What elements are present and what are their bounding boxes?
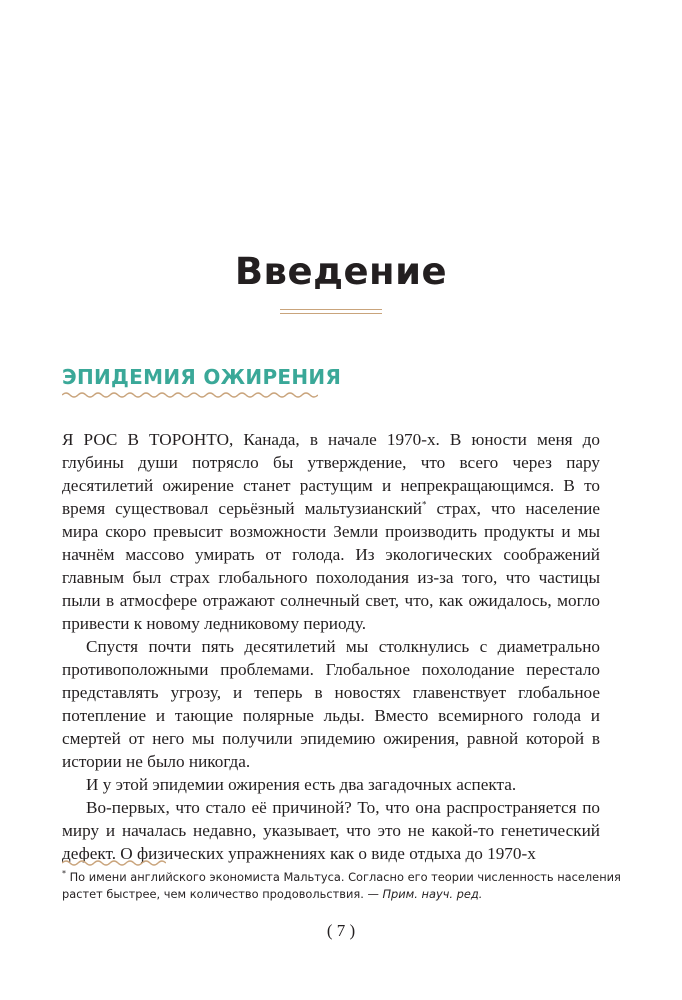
footnote-wave-divider	[62, 859, 166, 867]
paragraph-3: И у этой эпидемии ожирения есть два загадочных аспекта.	[86, 775, 517, 794]
paragraph-1	[62, 428, 600, 635]
paragraph-1-part-b: страх, что население мира скоро превысит возможности Земли производить продукты и мы начнём массово умирать от голода. Из экологических соображений главным был страх глобального похолодания из-за того, что частицы пыли в атмосфере отражают солнечный свет, что, как ожидалось, могло привести к новому ледниковому периоду.	[62, 499, 600, 633]
footnote-mark: *	[62, 869, 66, 879]
paragraph-4: Во-первых, что стало её причиной? То, что она распространяется по миру и началась недавно, указывает, что это не какой-то генетический дефект. О физических упражнениях как о виде отдыха до 1970-х	[62, 798, 600, 863]
body-text	[62, 428, 600, 865]
page-number: ( 7 )	[326, 921, 356, 940]
paragraph-2: Спустя почти пять десятилетий мы столкнулись с диаметрально противоположными проблемами. Глобальное похолодание перестало представлять угрозу, и теперь в новостях главенствует глобальное потепление и тающие полярные льды. Вместо всемирного голода и смертей от него мы получили эпидемию ожирения, равной которой в истории не было никогда.	[62, 637, 600, 771]
section-heading: ЭПИДЕМИЯ ОЖИРЕНИЯ	[62, 365, 342, 389]
title-double-rule	[280, 309, 382, 314]
footnote-source: Прим. науч. ред.	[382, 887, 483, 901]
footnote-reference[interactable]: *	[422, 499, 427, 510]
footnote	[62, 869, 622, 903]
footnote-text: По имени английского экономиста Мальтуса. Согласно его теории численность населения растет быстрее, чем количество продовольствия. —	[62, 870, 621, 901]
section-wave-divider	[62, 391, 318, 399]
paragraph-1-part-a: Я РОС В ТОРОНТО, Канада, в начале 1970-х. В юности меня до глубины души потрясло бы утверждение, что всего через пару десятилетий ожирение станет растущим и непрекращающимся. В то время существовал серьёзный мальтузианский	[62, 430, 600, 518]
chapter-title: Введение	[234, 250, 448, 293]
